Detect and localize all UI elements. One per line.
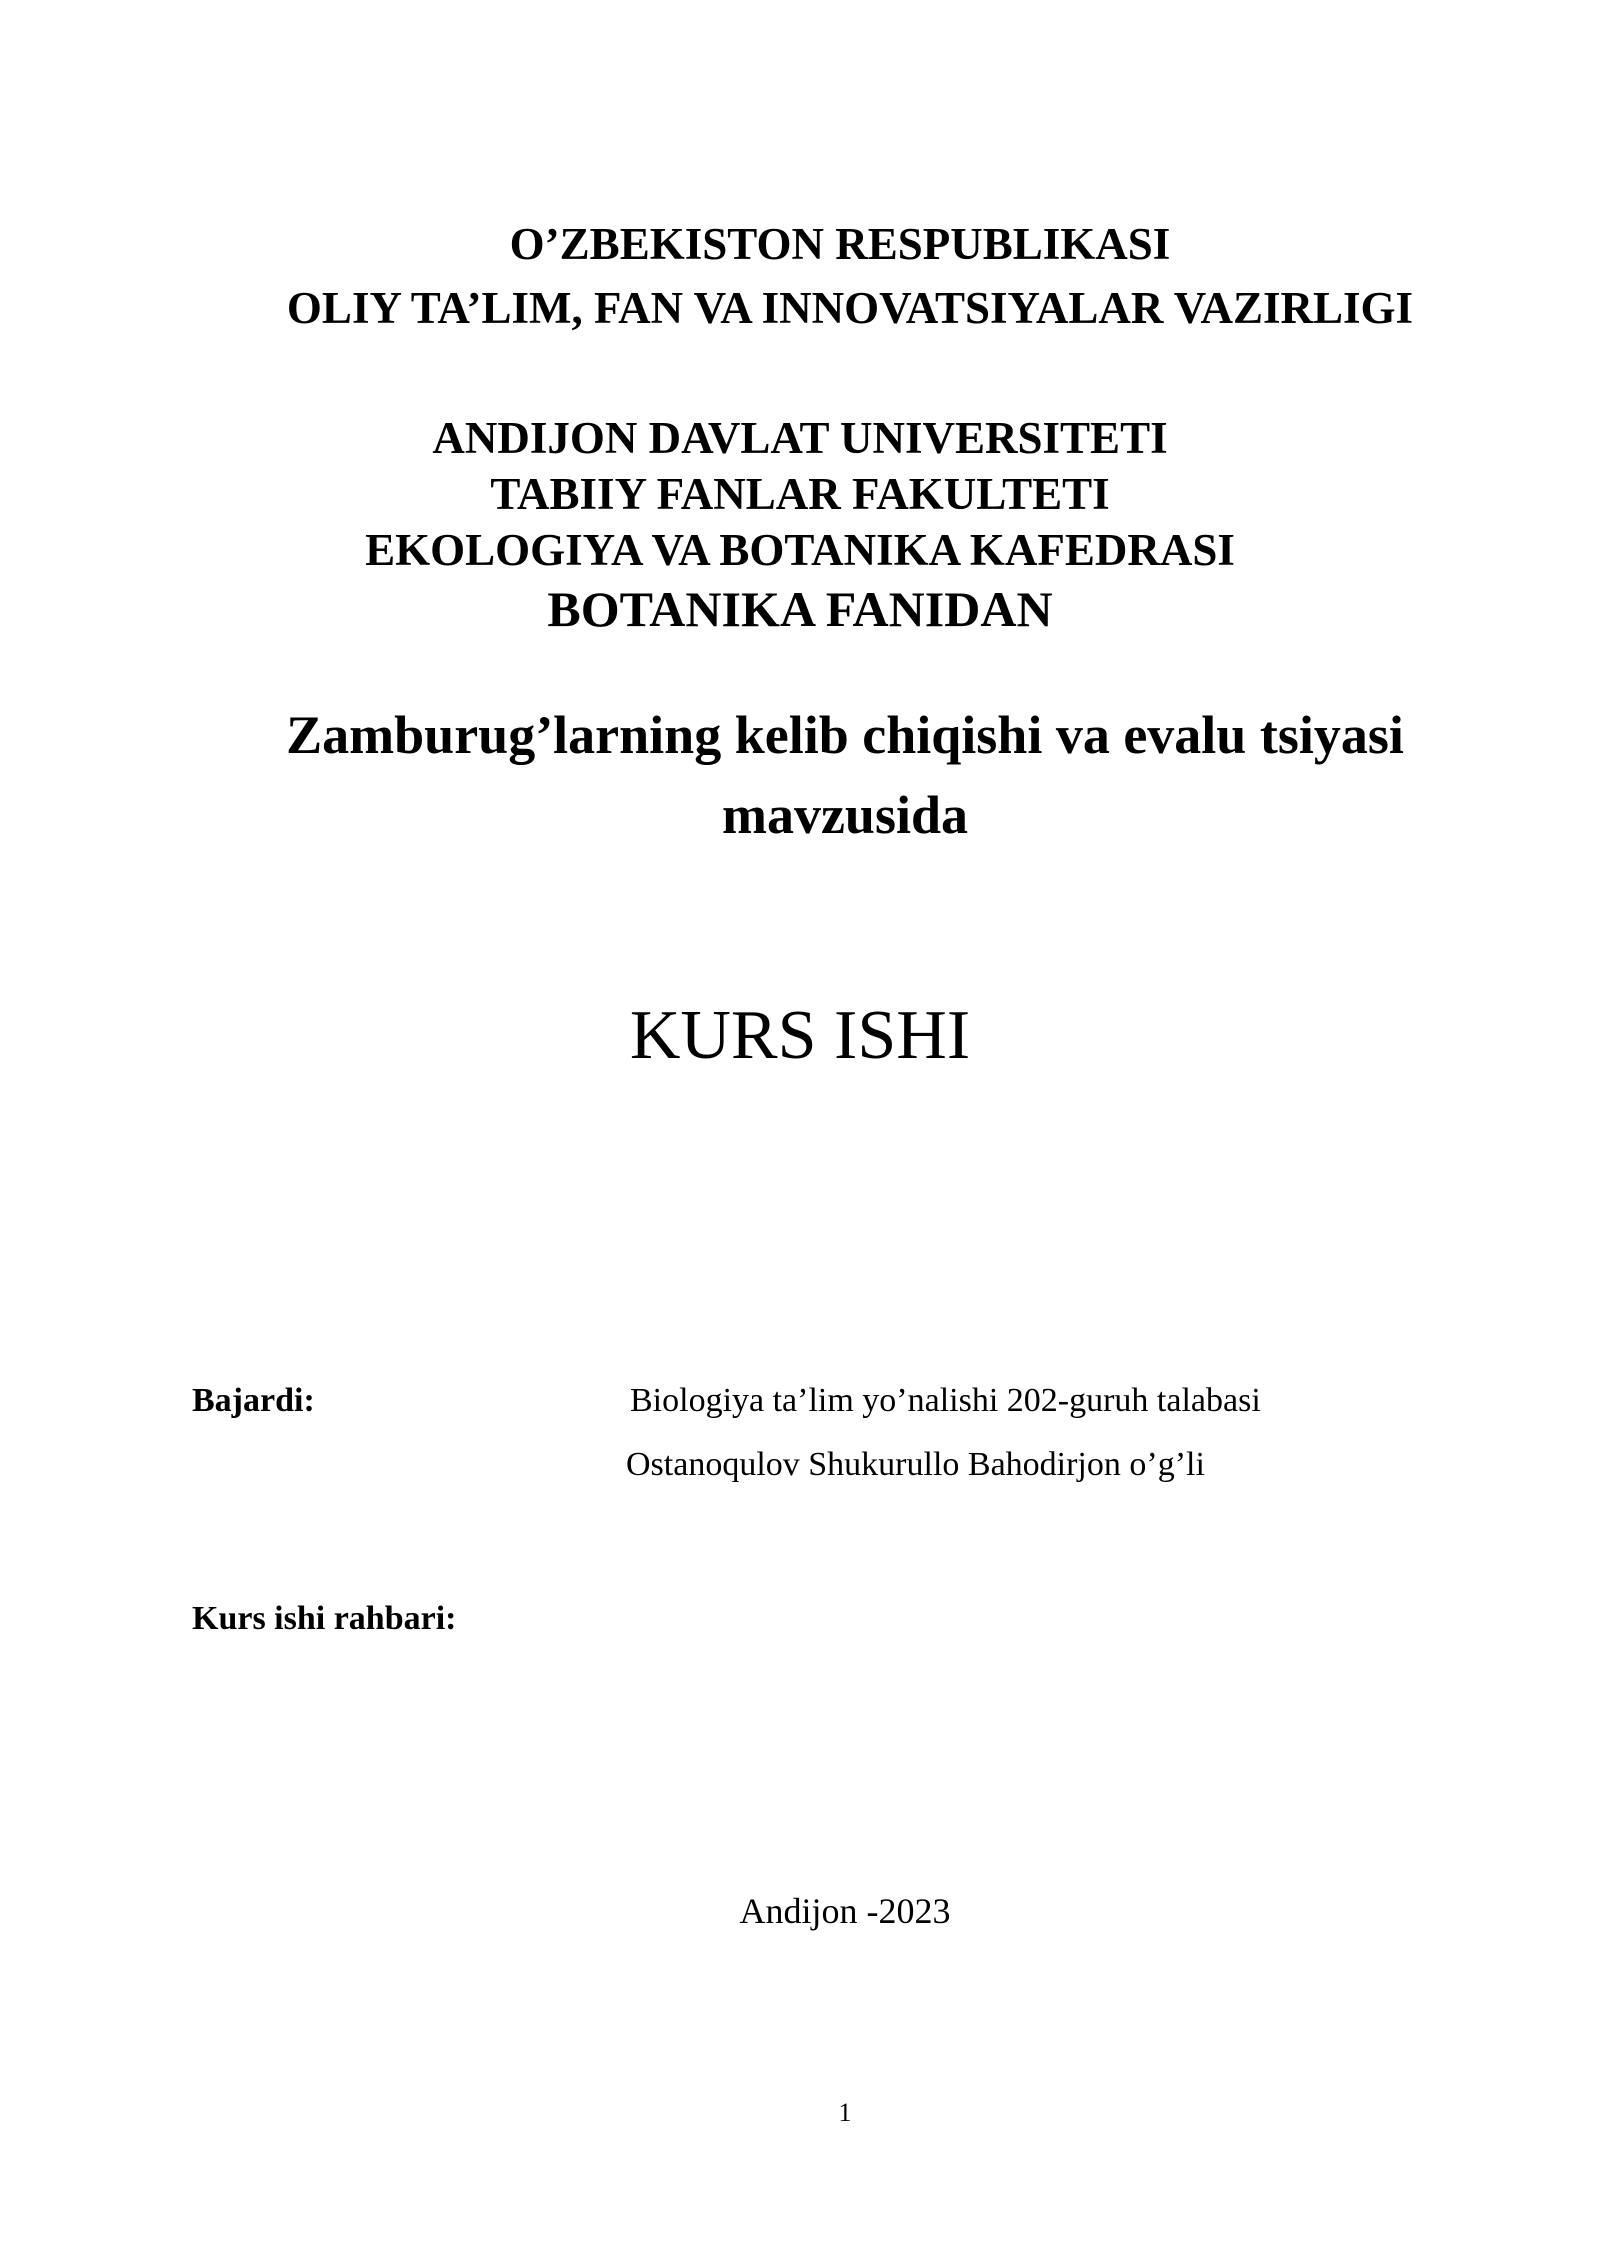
ministry-heading: OLIY TA’LIM, FAN VA INNOVATSIYALAR VAZIRLIGI: [286, 283, 1414, 333]
page-number: 1: [838, 2098, 852, 2127]
topic-title-line-2: mavzusida: [721, 785, 969, 845]
university-name: ANDIJON DAVLAT UNIVERSITETI: [432, 413, 1168, 463]
topic-title-line-1: Zamburug’larning kelib chiqishi va evalu tsiyasi: [286, 705, 1404, 765]
department-name: EKOLOGIYA VA BOTANIKA KAFEDRASI: [365, 525, 1235, 575]
document-type-title: KURS ISHI: [629, 997, 971, 1074]
student-group-info: Biologiya ta’lim yo’nalishi 202-guruh talabasi: [630, 1382, 1261, 1419]
performed-by-label: Bajardi:: [192, 1382, 315, 1419]
faculty-name: TABIIY FANLAR FAKULTETI: [490, 469, 1110, 519]
subject-name: BOTANIKA FANIDAN: [547, 581, 1053, 637]
supervisor-label: Kurs ishi rahbari:: [192, 1600, 457, 1637]
place-and-year: Andijon -2023: [739, 1891, 951, 1931]
country-heading: O’ZBEKISTON RESPUBLIKASI: [509, 219, 1171, 269]
student-name: Ostanoqulov Shukurullo Bahodirjon o’g’li: [626, 1446, 1205, 1483]
